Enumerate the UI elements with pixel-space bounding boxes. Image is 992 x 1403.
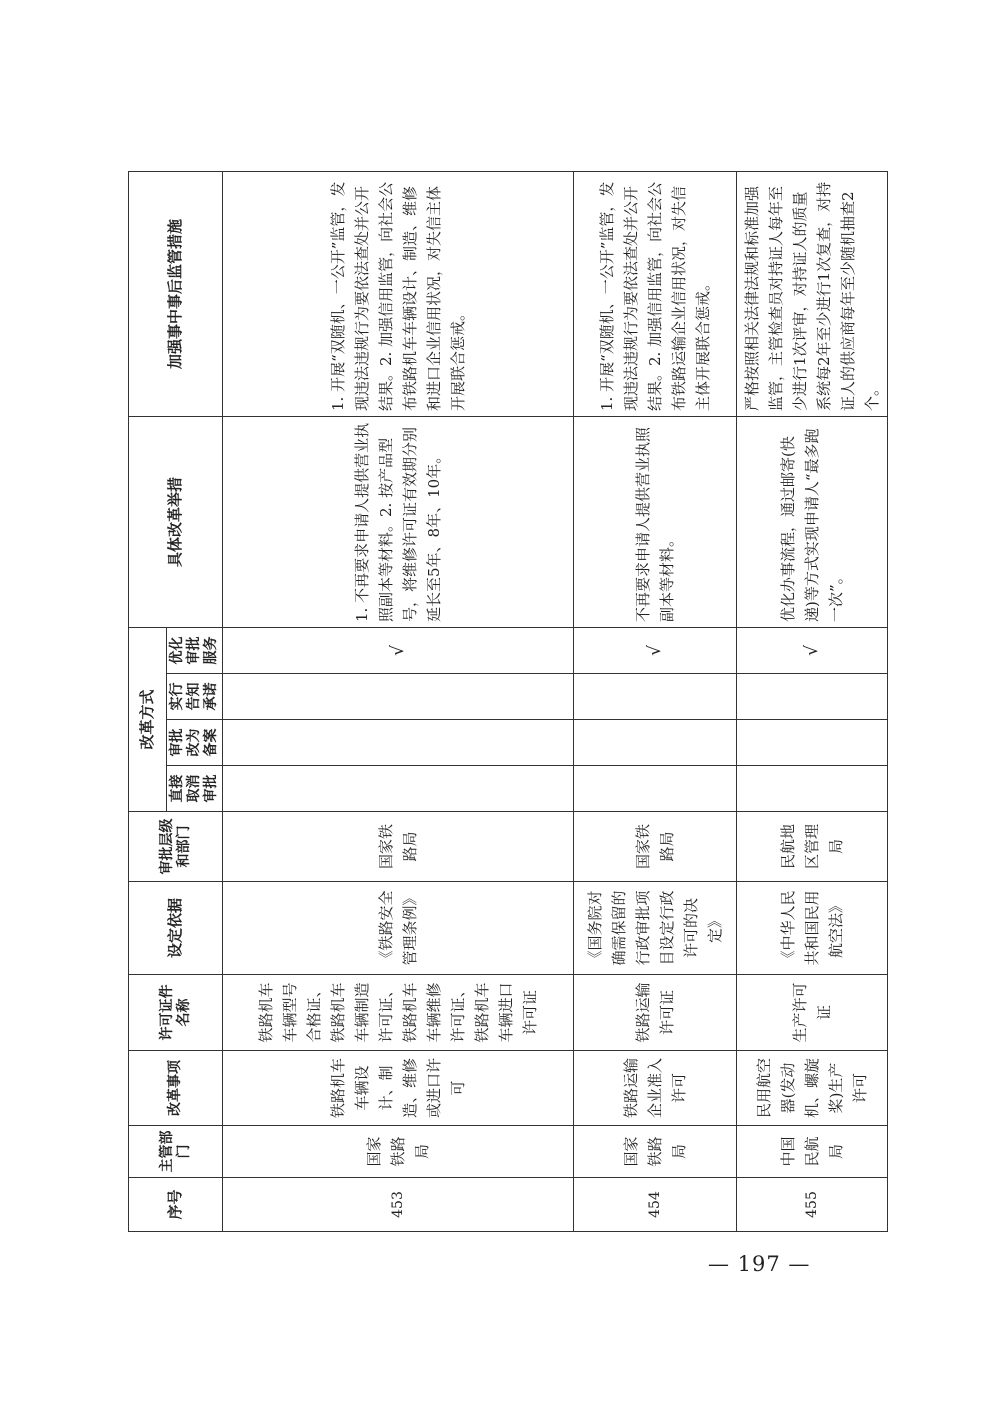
cell-supervision: 1. 开展“双随机、一公开”监管，发现违法违规行为要依法查处并公开结果。2. 加强信用监管，向社会公布铁路机车车辆设计、制造、维修和进口企业信用状况，对失信主体开展联合惩戒。 bbox=[223, 171, 574, 416]
check-mark: √ bbox=[574, 627, 737, 673]
cell-measures: 优化办事流程，通过邮寄(快递)等方式实现申请人“最多跑一次”。 bbox=[737, 416, 888, 627]
header-seq: 序号 bbox=[129, 1178, 223, 1232]
cell-item: 铁路机车车辆设计、制造、维修或进口许可 bbox=[223, 1051, 574, 1126]
cell-basis: 《铁路安全管理条例》 bbox=[223, 882, 574, 975]
header-item: 改革事项 bbox=[129, 1051, 223, 1126]
cell-mode-filing bbox=[737, 720, 888, 766]
cell-measures: 1. 不再要求申请人提供营业执照副本等材料。2. 按产品型号，将维修许可证有效期分别延长至5年、8年、10年。 bbox=[223, 416, 574, 627]
table-row bbox=[574, 171, 737, 1231]
cell-supervision: 1. 开展“双随机、一公开”监管，发现违法违规行为要依法查处并公开结果。2. 加强信用监管，向社会公布铁路运输企业信用状况，对失信主体开展联合惩戒。 bbox=[574, 171, 737, 416]
cell-basis: 《中华人民共和国民用航空法》 bbox=[737, 882, 888, 975]
header-mode-promise: 实行告知承诺 bbox=[167, 674, 223, 720]
header-supervision: 加强事中事后监管措施 bbox=[129, 171, 223, 416]
table-row bbox=[223, 171, 574, 1231]
check-mark: √ bbox=[737, 627, 888, 673]
cell-seq: 453 bbox=[223, 1178, 574, 1232]
cell-basis: 《国务院对确需保留的行政审批项目设定行政许可的决定》 bbox=[574, 882, 737, 975]
reform-table bbox=[128, 171, 888, 1232]
cell-level: 国家铁路局 bbox=[574, 812, 737, 882]
cell-level: 国家铁路局 bbox=[223, 812, 574, 882]
header-measures: 具体改革举措 bbox=[129, 416, 223, 627]
cell-license: 铁路机车车辆型号合格证、铁路机车车辆制造许可证、铁路机车车辆维修许可证、铁路机车车辆进口许可证 bbox=[223, 975, 574, 1051]
cell-item: 铁路运输企业准入许可 bbox=[574, 1051, 737, 1126]
header-level: 审批层级和部门 bbox=[129, 812, 223, 882]
table-row bbox=[737, 171, 888, 1231]
cell-seq: 454 bbox=[574, 1178, 737, 1232]
cell-dept: 国家铁路局 bbox=[223, 1126, 574, 1178]
rotated-table-container bbox=[128, 172, 881, 1232]
cell-dept: 国家铁路局 bbox=[574, 1126, 737, 1178]
cell-mode-cancel bbox=[574, 766, 737, 812]
cell-mode-promise bbox=[574, 674, 737, 720]
cell-measures: 不再要求申请人提供营业执照副本等材料。 bbox=[574, 416, 737, 627]
cell-mode-cancel bbox=[737, 766, 888, 812]
cell-seq: 455 bbox=[737, 1178, 888, 1232]
cell-dept: 中国民航局 bbox=[737, 1126, 888, 1178]
cell-mode-filing bbox=[574, 720, 737, 766]
check-mark: √ bbox=[223, 627, 574, 673]
cell-license: 铁路运输许可证 bbox=[574, 975, 737, 1051]
cell-mode-promise bbox=[737, 674, 888, 720]
cell-mode-filing bbox=[223, 720, 574, 766]
header-reform-mode: 改革方式 bbox=[129, 627, 167, 811]
header-mode-filing: 审批改为备案 bbox=[167, 720, 223, 766]
header-license: 许可证件名称 bbox=[129, 975, 223, 1051]
header-dept: 主管部门 bbox=[129, 1126, 223, 1178]
cell-mode-promise bbox=[223, 674, 574, 720]
header-mode-cancel: 直接取消审批 bbox=[167, 766, 223, 812]
header-mode-optimize: 优化审批服务 bbox=[167, 627, 223, 673]
cell-mode-cancel bbox=[223, 766, 574, 812]
cell-supervision: 严格按照相关法律法规和标准加强监管，主管检查员对持证人每年至少进行1次评审，对持证人的质量系统每2年至少进行1次复查，对持证人的供应商每年至少随机抽查2个。 bbox=[737, 171, 888, 416]
cell-item: 民用航空器(发动机、螺旋桨)生产许可 bbox=[737, 1051, 888, 1126]
cell-license: 生产许可证 bbox=[737, 975, 888, 1051]
header-basis: 设定依据 bbox=[129, 882, 223, 975]
cell-level: 民航地区管理局 bbox=[737, 812, 888, 882]
page-number: — 197 — bbox=[708, 1252, 811, 1276]
